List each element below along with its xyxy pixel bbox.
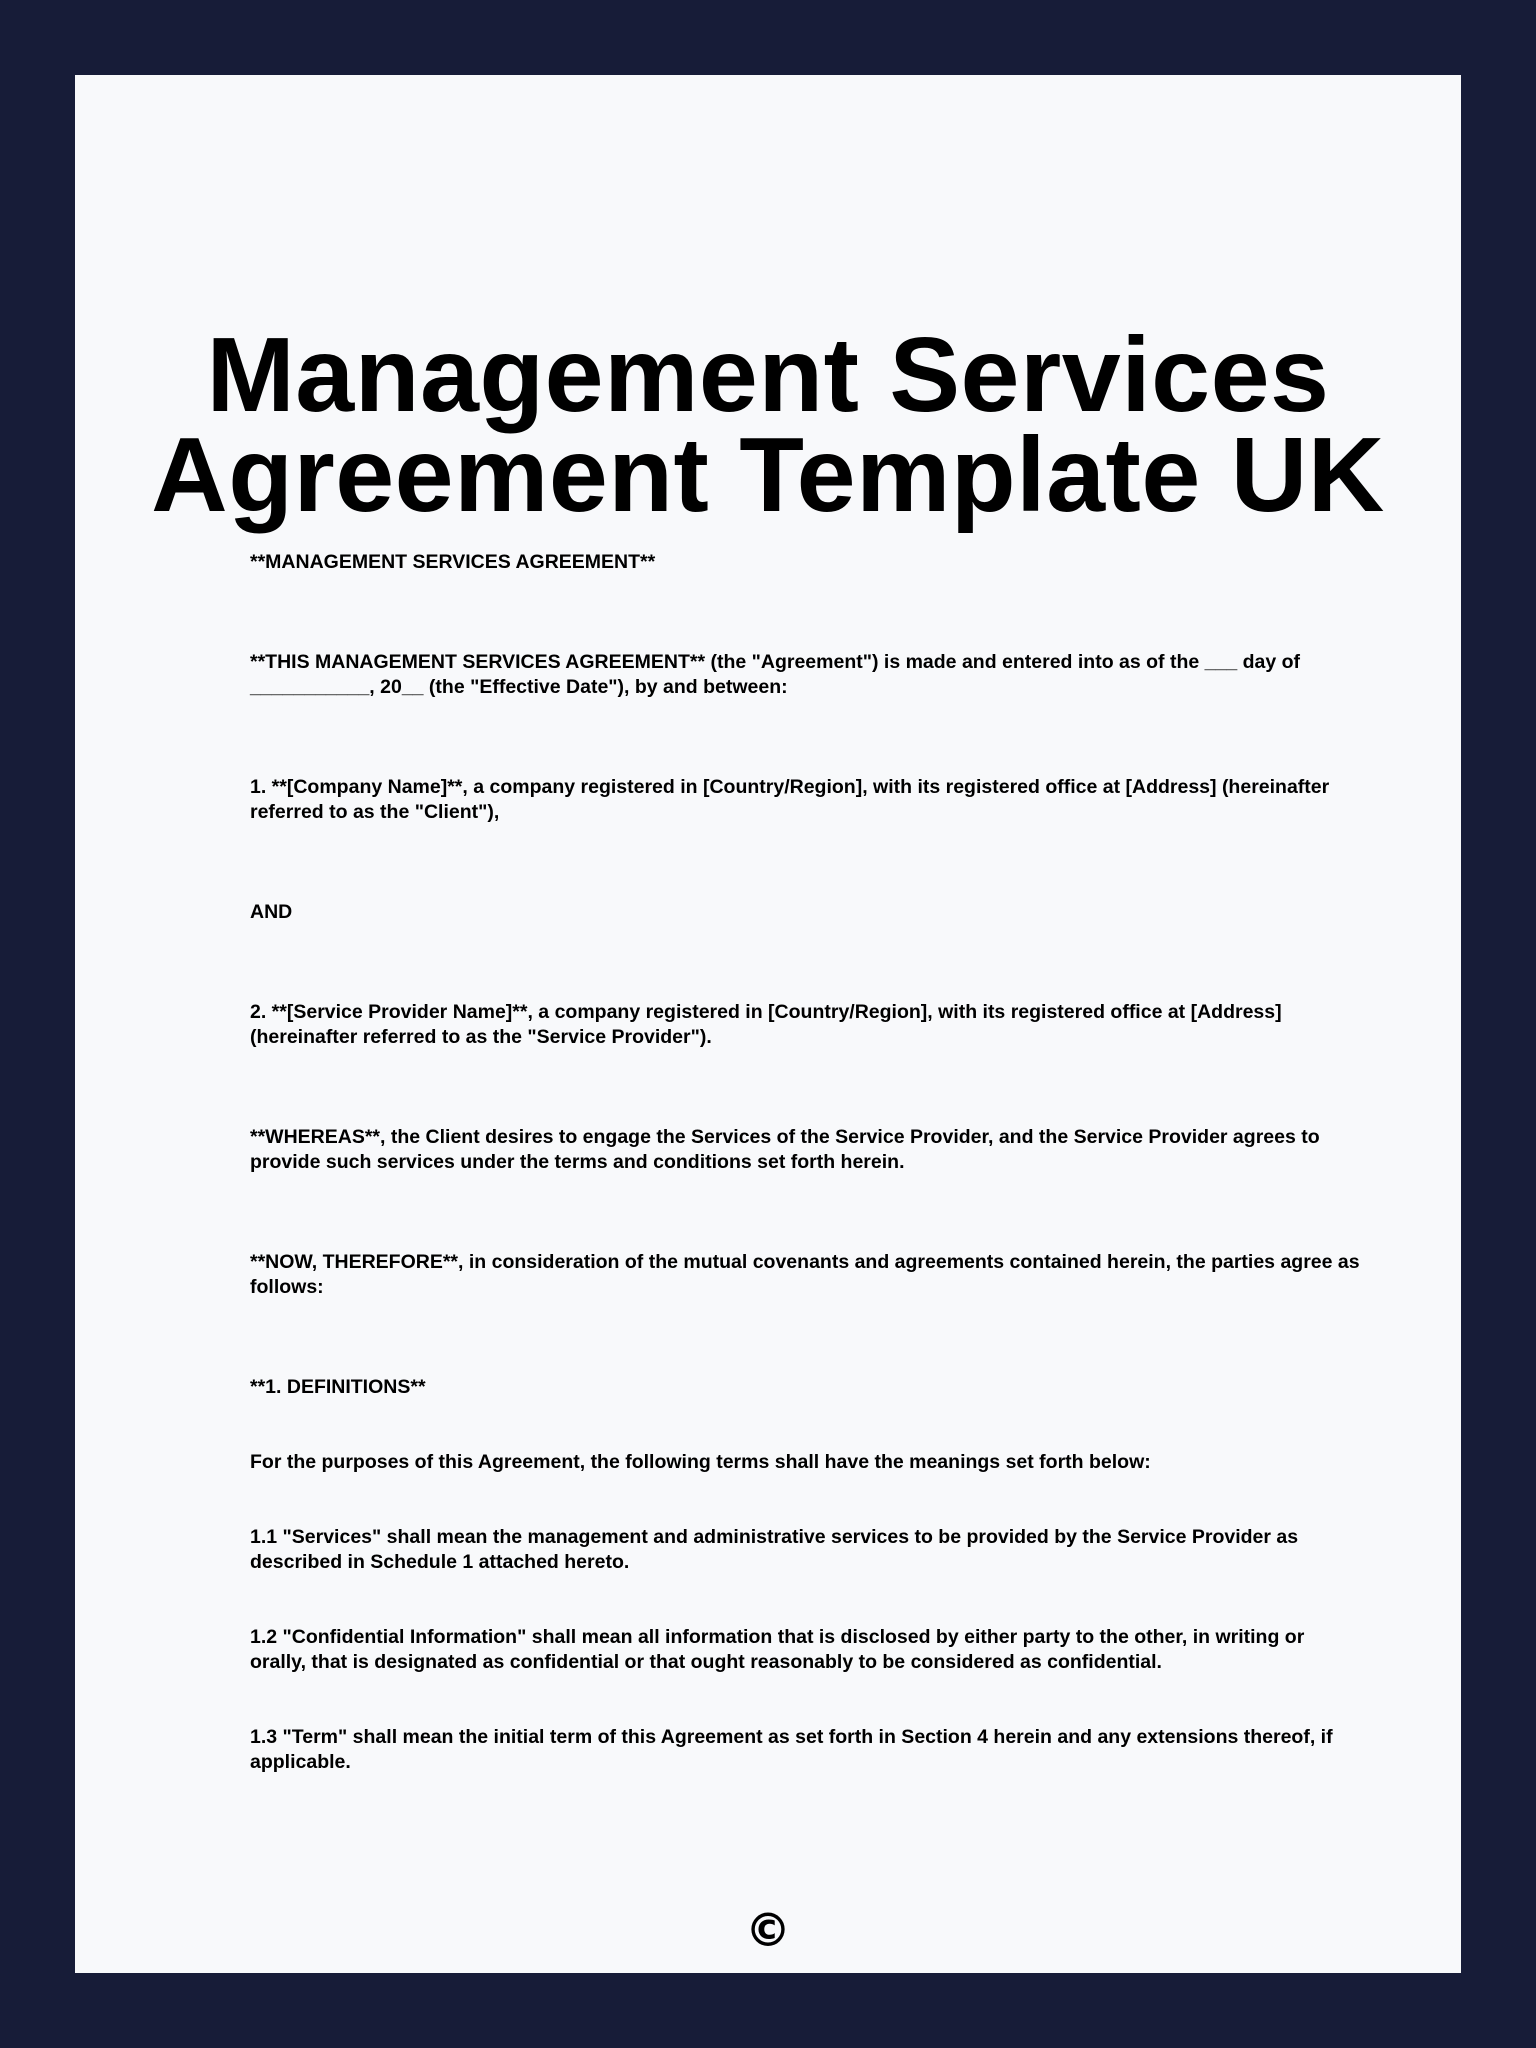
definition-services: 1.1 "Services" shall mean the management and administrative services to be provided by the Service Provider as described in Schedule 1 attached hereto. [250,1526,1299,1573]
party-provider-paragraph: 2. **[Service Provider Name]**, a company registered in [Country/Region], with its registered office at [Address] (hereinafter referred to as the "Service Provider"). [250,1001,1282,1048]
title-line-2: Agreement Template UK [151,416,1385,534]
document-title [75,316,1461,534]
definition-confidential-information: 1.2 "Confidential Information" shall mean all information that is disclosed by either party to the other, in writing or orally, that is designated as confidential or that ought reasonably to be considered as confidential. [250,1626,1305,1673]
and-separator: AND [250,901,293,923]
document-page [75,75,1461,1973]
definition-term: 1.3 "Term" shall mean the initial term of this Agreement as set forth in Section 4 herein and any extensions thereof, if applicable. [250,1726,1333,1773]
whereas-paragraph: **WHEREAS**, the Client desires to engage the Services of the Service Provider, and the Service Provider agrees to provide such services under the terms and conditions set forth herein. [250,1126,1320,1173]
definitions-intro: For the purposes of this Agreement, the following terms shall have the meanings set forth below: [250,1451,1151,1473]
document-body [250,550,1360,1775]
title-line-1: Management Services [206,316,1330,434]
now-therefore-paragraph: **NOW, THEREFORE**, in consideration of the mutual covenants and agreements contained herein, the parties agree as follows: [250,1251,1360,1298]
agreement-heading: **MANAGEMENT SERVICES AGREEMENT** [250,551,656,573]
copyright-icon: © [745,1903,791,1957]
preamble-paragraph: **THIS MANAGEMENT SERVICES AGREEMENT** (the "Agreement") is made and entered into as of the ___ day of ___________, 20__ (the "Effective Date"), by and between: [250,651,1301,698]
party-client-paragraph: 1. **[Company Name]**, a company registered in [Country/Region], with its registered office at [Address] (hereinafter referred to as the "Client"), [250,776,1330,823]
definitions-heading: **1. DEFINITIONS** [250,1376,426,1398]
